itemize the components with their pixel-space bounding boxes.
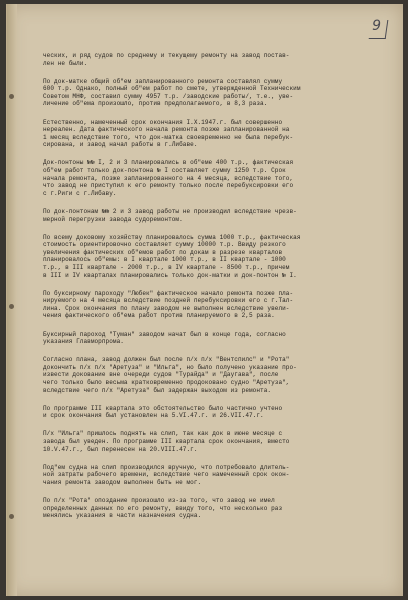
text-line: По буксирному пароходу "Любек" фактическое начало ремонта позже пла- [43,289,294,297]
document-sheet [6,4,403,596]
text-line: По программе III квартала это обстоятельство было частично учтено [43,404,283,412]
text-line: вследствие чего п/х "Аретуза" был задержан выходом из ремонта. [43,386,272,394]
text-line: Советом МНФ, составил сумму 4957 т.р. /заводские работы/, т.е., уве- [43,92,294,100]
text-line: личение об"ема произошло, против предполагаемого, в 8,3 раза. [43,100,268,108]
text-line: стоимость ориентировочно составляет сумму 10000 т.р. Ввиду резкого [43,241,286,249]
text-line: По док-понтонам №№ 2 и 3 завод работы не производил вследствие чрезв- [43,207,297,215]
text-line: ной затраты рабочего времени, вследствие чего намеченный срок окон- [43,471,290,479]
text-line: Согласно плана, завод должен был после п/х п/х "Вентспилс" и "Рота" [43,356,290,364]
paragraph [43,331,391,346]
text-line: т.р., в III квартале - 2000 т.р., в IV квартале - 8500 т.р., причем [43,263,290,271]
text-line: об"ем работ только док-понтона № I составляет сумму 1250 т.р. Срок [43,167,286,175]
text-line: чения фактического об"ема работ против планируемого в 2,5 раза. [43,312,275,320]
text-line: лина. Срок окончания по плану заводом не выполнен вследствие увели- [43,304,290,312]
paragraph [43,290,391,320]
text-line: в III и IV кварталах планировались только док-матки и док-понтон № I. [43,271,297,279]
text-line: 600 т.р. Однако, полный об"ем работ по смете, утвержденной Техническим [43,85,301,93]
text-line: По п/х "Рота" опоздание произошло из-за того, что завод не имел [43,496,275,504]
paragraph [43,464,391,487]
text-line: 10.V.47.г., был перенесен на 20.VIII.47.г. [43,445,198,453]
binding-strip [7,4,17,596]
text-line: Под"ем судна на слип производился вручную, что потребовало длитель- [43,463,290,471]
text-line: чего только было весьма кратковременно продоковано судно "Аретуза", [43,379,290,386]
text-line: что завод не приступил к его ремонту только после перебуксировки его [43,182,294,190]
text-line: сирована, и завод начал работы в г.Либаве. [43,141,198,149]
text-line: По всему доковому хозяйству планировалось сумма 1000 т.р., фактическая [43,233,301,241]
text-line: Естественно, намеченный срок окончания I.X.1947.г. был совершенно [43,118,283,126]
text-line: нируемого на 4 месяца вследствие поздней перебуксировки его с г.Тал- [43,297,294,305]
text-line: определенных данных по его ремонту, ввиду того, что несколько раз [43,504,283,512]
text-line: увеличения фактических об"емов работ по докам в разрезе кварталов [43,248,283,256]
text-line: нереален. Дата фактического начала ремонта позже запланированной на [43,126,290,134]
text-line: докончить п/х п/х "Аретуза" и "Ильга", но было получено указание про- [43,363,297,371]
text-line: завода был уведен. По программе III квартала срок окончания, вместо [43,437,290,445]
text-line: указания Главморпрома. [43,338,124,346]
paragraph [43,234,391,280]
paragraph [43,208,391,223]
text-line: чания ремонта заводом выполнен быть не мог. [43,478,202,486]
text-line: планировалось об"емы: в I квартале 1000 т.р., в II квартале - 1000 [43,256,286,264]
text-line: 1 месяц вследствие того, что док-матка своевременно не была перебук- [43,133,294,141]
text-line: начала ремонта, позже запланированного на 4 месяца, вследствие того, [43,174,294,182]
paragraph [43,430,391,453]
page-number: 9 [372,18,381,34]
paragraph [43,119,391,149]
paragraph [43,52,391,67]
text-line: Буксирный пароход "Туман" заводом начат был в конце года, согласно [43,330,286,338]
document-body [43,52,391,530]
text-line: ческих, и ряд судов по среднему и текущему ремонту на завод постав- [43,52,290,59]
text-line: По док-матке общий об"ем запланированного ремонта составлял сумму [43,77,283,85]
paragraph [43,78,391,108]
text-line: с г.Риги с г.Либаву. [43,189,117,197]
text-line: лен не были. [43,59,88,67]
paragraph [43,405,391,420]
text-line: извести докование вне очереди судов "Турайда" и "Даугава", после [43,371,279,379]
text-line: П/х "Ильга" пришлось поднять на слип, так как док в июне месяце с [43,430,283,438]
binding-hole [9,304,14,309]
paragraph [43,356,391,394]
binding-hole [9,514,14,519]
paragraph [43,159,391,197]
binding-hole [9,94,14,99]
text-line: мерной перегрузки завода судоремонтом. [43,215,183,223]
text-line: и срок окончания был установлен на 5.VI.47.г. и 26.VII.47.г. [43,412,264,420]
paragraph [43,497,391,520]
text-line: Док-понтоны №№ I, 2 и 3 планировались в об"еме 400 т.р., фактическая [43,159,294,167]
text-line: менялись указания в части назначения судна. [43,512,202,520]
